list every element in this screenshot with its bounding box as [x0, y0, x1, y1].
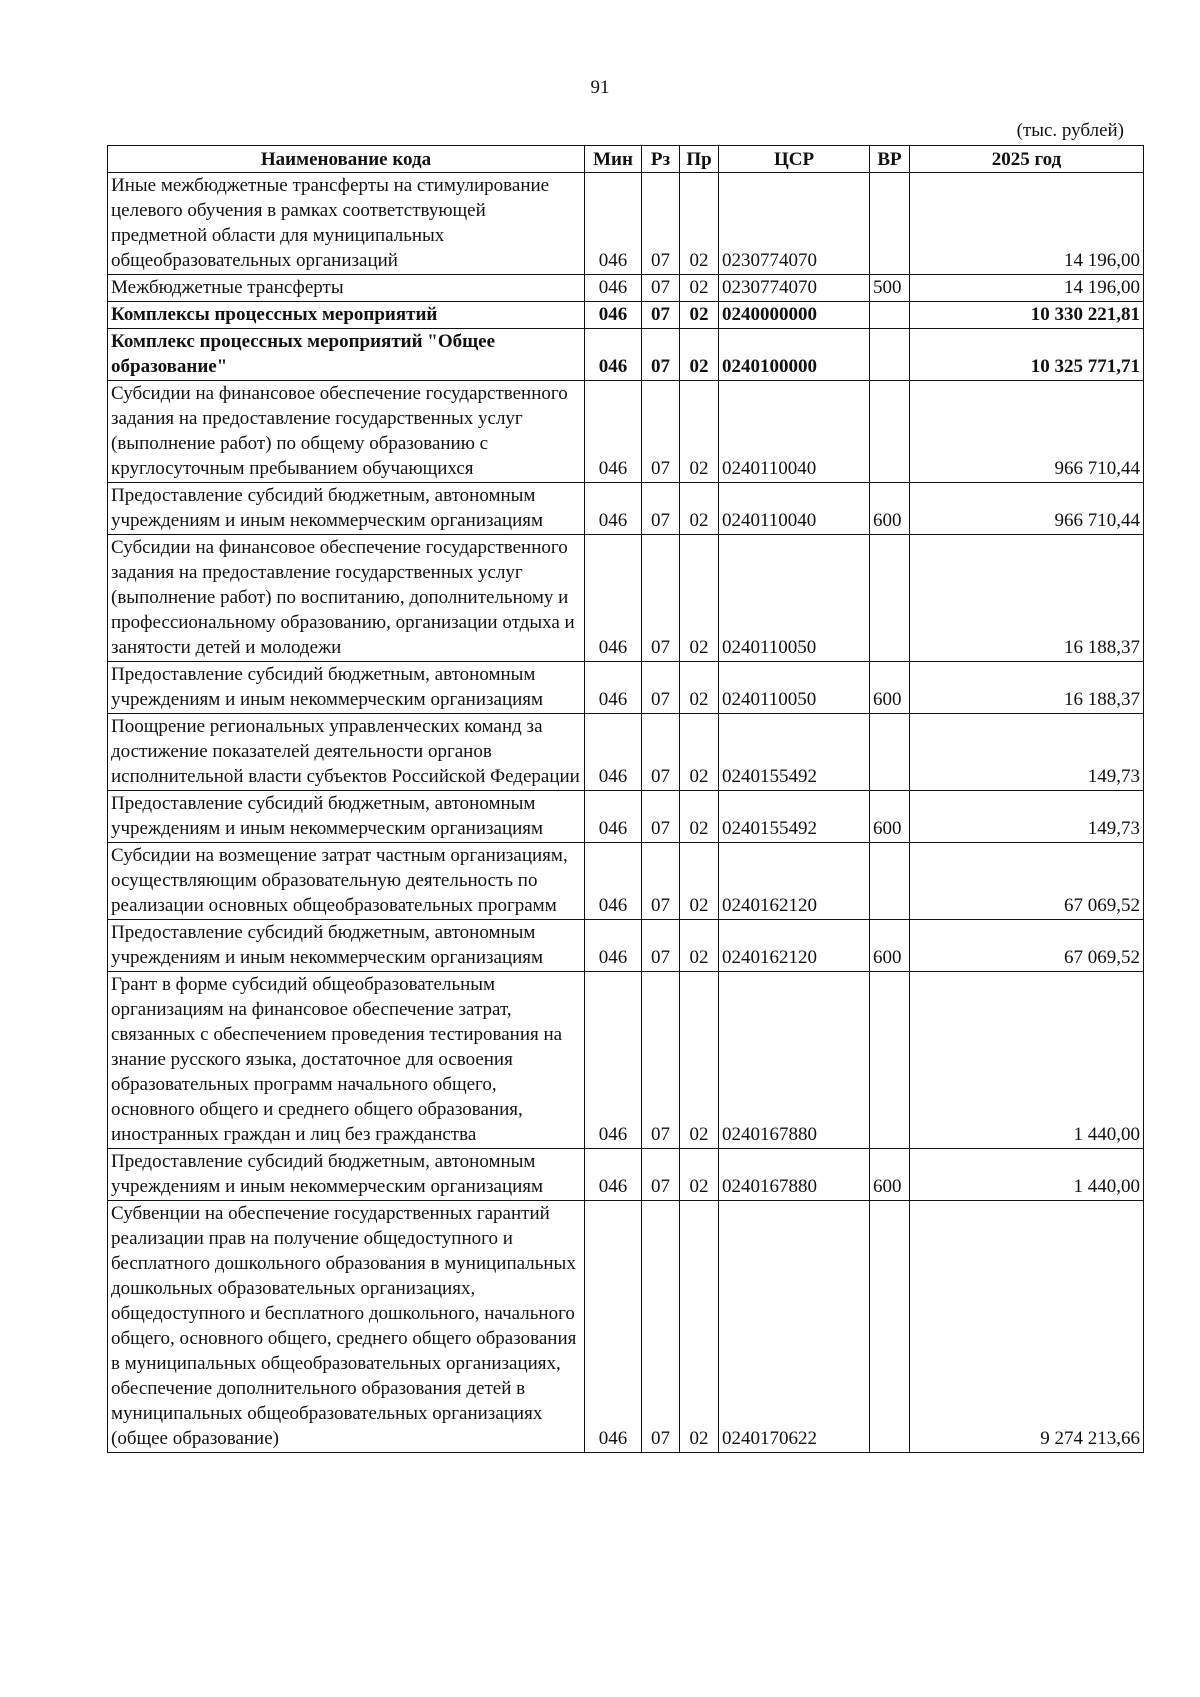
cell-name: Субсидии на возмещение затрат частным организациям, осуществляющим образовательную деятельность по реализации основных общеобразовательных программ — [108, 843, 585, 920]
table-row — [108, 791, 1144, 843]
table-row — [108, 535, 1144, 662]
cell-name: Комплекс процессных мероприятий "Общее образование" — [108, 329, 585, 381]
cell-amount: 149,73 — [910, 714, 1144, 791]
cell-amount: 16 188,37 — [910, 535, 1144, 662]
table-row — [108, 1149, 1144, 1201]
cell-csr: 0240167880 — [719, 972, 870, 1149]
cell-vr: 600 — [870, 662, 910, 714]
cell-rz: 07 — [642, 662, 680, 714]
cell-amount: 67 069,52 — [910, 843, 1144, 920]
cell-rz: 07 — [642, 535, 680, 662]
cell-csr: 0240162120 — [719, 843, 870, 920]
cell-name: Предоставление субсидий бюджетным, автономным учреждениям и иным некоммерческим организациям — [108, 920, 585, 972]
cell-min: 046 — [585, 972, 642, 1149]
cell-name: Межбюджетные трансферты — [108, 275, 585, 302]
header-min: Мин — [585, 146, 642, 173]
header-csr: ЦСР — [719, 146, 870, 173]
cell-pr: 02 — [680, 1149, 719, 1201]
cell-min: 046 — [585, 920, 642, 972]
cell-vr — [870, 302, 910, 329]
cell-rz: 07 — [642, 791, 680, 843]
cell-amount: 67 069,52 — [910, 920, 1144, 972]
cell-pr: 02 — [680, 1201, 719, 1453]
cell-rz: 07 — [642, 483, 680, 535]
cell-vr — [870, 535, 910, 662]
cell-csr: 0230774070 — [719, 173, 870, 275]
cell-min: 046 — [585, 329, 642, 381]
cell-name: Грант в форме субсидий общеобразовательным организациям на финансовое обеспечение затрат, связанных с обеспечением проведения тестирования на знание русского языка, достаточное для освоения образовательных программ начального общего, основного общего и среднего общего образования, иностранных граждан и лиц без гражданства — [108, 972, 585, 1149]
cell-min: 046 — [585, 381, 642, 483]
cell-csr: 0240110050 — [719, 535, 870, 662]
cell-min: 046 — [585, 714, 642, 791]
table-body — [108, 173, 1144, 1453]
cell-amount: 966 710,44 — [910, 381, 1144, 483]
table-row — [108, 381, 1144, 483]
cell-amount: 966 710,44 — [910, 483, 1144, 535]
cell-name: Субсидии на финансовое обеспечение государственного задания на предоставление государственных услуг (выполнение работ) по общему образованию с круглосуточным пребыванием обучающихся — [108, 381, 585, 483]
cell-rz: 07 — [642, 843, 680, 920]
cell-min: 046 — [585, 791, 642, 843]
cell-amount: 1 440,00 — [910, 972, 1144, 1149]
cell-min: 046 — [585, 535, 642, 662]
cell-vr — [870, 972, 910, 1149]
cell-name: Иные межбюджетные трансферты на стимулирование целевого обучения в рамках соответствующей предметной области для муниципальных общеобразовательных организаций — [108, 173, 585, 275]
cell-vr: 500 — [870, 275, 910, 302]
table-row — [108, 843, 1144, 920]
cell-vr — [870, 173, 910, 275]
cell-csr: 0240155492 — [719, 714, 870, 791]
cell-min: 046 — [585, 1201, 642, 1453]
cell-min: 046 — [585, 173, 642, 275]
cell-csr: 0240170622 — [719, 1201, 870, 1453]
cell-csr: 0240110040 — [719, 483, 870, 535]
table-row — [108, 662, 1144, 714]
cell-rz: 07 — [642, 972, 680, 1149]
cell-csr: 0240110050 — [719, 662, 870, 714]
cell-name: Субвенции на обеспечение государственных гарантий реализации прав на получение общедоступного и бесплатного дошкольного образования в муниципальных дошкольных образовательных организациях, общедоступного и бесплатного дошкольного, начального общего, основного общего, среднего общего образования в муниципальных общеобразовательных организациях, обеспечение дополнительного образования детей в муниципальных общеобразовательных организациях (общее образование) — [108, 1201, 585, 1453]
header-year: 2025 год — [910, 146, 1144, 173]
table-header-row — [108, 146, 1144, 173]
cell-csr: 0240000000 — [719, 302, 870, 329]
cell-amount: 14 196,00 — [910, 275, 1144, 302]
cell-vr — [870, 1201, 910, 1453]
cell-amount: 16 188,37 — [910, 662, 1144, 714]
cell-csr: 0240110040 — [719, 381, 870, 483]
cell-csr: 0240162120 — [719, 920, 870, 972]
cell-rz: 07 — [642, 275, 680, 302]
cell-vr: 600 — [870, 920, 910, 972]
table-row — [108, 714, 1144, 791]
cell-amount: 9 274 213,66 — [910, 1201, 1144, 1453]
cell-vr: 600 — [870, 1149, 910, 1201]
cell-min: 046 — [585, 1149, 642, 1201]
cell-rz: 07 — [642, 173, 680, 275]
cell-csr: 0240100000 — [719, 329, 870, 381]
cell-min: 046 — [585, 843, 642, 920]
cell-csr: 0240155492 — [719, 791, 870, 843]
cell-pr: 02 — [680, 381, 719, 483]
header-vr: ВР — [870, 146, 910, 173]
cell-pr: 02 — [680, 714, 719, 791]
cell-pr: 02 — [680, 173, 719, 275]
table-row — [108, 173, 1144, 275]
cell-vr — [870, 381, 910, 483]
cell-pr: 02 — [680, 329, 719, 381]
header-rz: Рз — [642, 146, 680, 173]
cell-vr: 600 — [870, 791, 910, 843]
table-row — [108, 275, 1144, 302]
cell-rz: 07 — [642, 714, 680, 791]
cell-amount: 1 440,00 — [910, 1149, 1144, 1201]
cell-name: Предоставление субсидий бюджетным, автономным учреждениям и иным некоммерческим организациям — [108, 1149, 585, 1201]
cell-rz: 07 — [642, 302, 680, 329]
table-row — [108, 920, 1144, 972]
cell-name: Субсидии на финансовое обеспечение государственного задания на предоставление государственных услуг (выполнение работ) по воспитанию, дополнительному и профессиональному образованию, организации отдыха и занятости детей и молодежи — [108, 535, 585, 662]
header-pr: Пр — [680, 146, 719, 173]
table-row — [108, 483, 1144, 535]
cell-amount: 149,73 — [910, 791, 1144, 843]
units-label: (тыс. рублей) — [1016, 120, 1124, 141]
budget-table — [107, 145, 1144, 1453]
cell-rz: 07 — [642, 381, 680, 483]
cell-min: 046 — [585, 275, 642, 302]
cell-pr: 02 — [680, 972, 719, 1149]
cell-rz: 07 — [642, 1201, 680, 1453]
table-row — [108, 302, 1144, 329]
cell-pr: 02 — [680, 791, 719, 843]
cell-rz: 07 — [642, 1149, 680, 1201]
cell-rz: 07 — [642, 329, 680, 381]
table-row — [108, 972, 1144, 1149]
cell-pr: 02 — [680, 920, 719, 972]
header-name: Наименование кода — [108, 146, 585, 173]
cell-name: Предоставление субсидий бюджетным, автономным учреждениям и иным некоммерческим организациям — [108, 483, 585, 535]
cell-vr — [870, 714, 910, 791]
cell-amount: 10 325 771,71 — [910, 329, 1144, 381]
cell-csr: 0240167880 — [719, 1149, 870, 1201]
cell-pr: 02 — [680, 662, 719, 714]
cell-name: Поощрение региональных управленческих команд за достижение показателей деятельности органов исполнительной власти субъектов Российской Федерации — [108, 714, 585, 791]
cell-pr: 02 — [680, 535, 719, 662]
cell-name: Предоставление субсидий бюджетным, автономным учреждениям и иным некоммерческим организациям — [108, 662, 585, 714]
cell-csr: 0230774070 — [719, 275, 870, 302]
cell-pr: 02 — [680, 302, 719, 329]
cell-min: 046 — [585, 302, 642, 329]
cell-name: Комплексы процессных мероприятий — [108, 302, 585, 329]
table-row — [108, 1201, 1144, 1453]
cell-min: 046 — [585, 662, 642, 714]
cell-min: 046 — [585, 483, 642, 535]
cell-rz: 07 — [642, 920, 680, 972]
cell-vr: 600 — [870, 483, 910, 535]
table-row — [108, 329, 1144, 381]
cell-vr — [870, 329, 910, 381]
cell-name: Предоставление субсидий бюджетным, автономным учреждениям и иным некоммерческим организациям — [108, 791, 585, 843]
cell-amount: 14 196,00 — [910, 173, 1144, 275]
cell-pr: 02 — [680, 483, 719, 535]
cell-pr: 02 — [680, 275, 719, 302]
cell-amount: 10 330 221,81 — [910, 302, 1144, 329]
cell-pr: 02 — [680, 843, 719, 920]
cell-vr — [870, 843, 910, 920]
page-number: 91 — [590, 77, 610, 98]
